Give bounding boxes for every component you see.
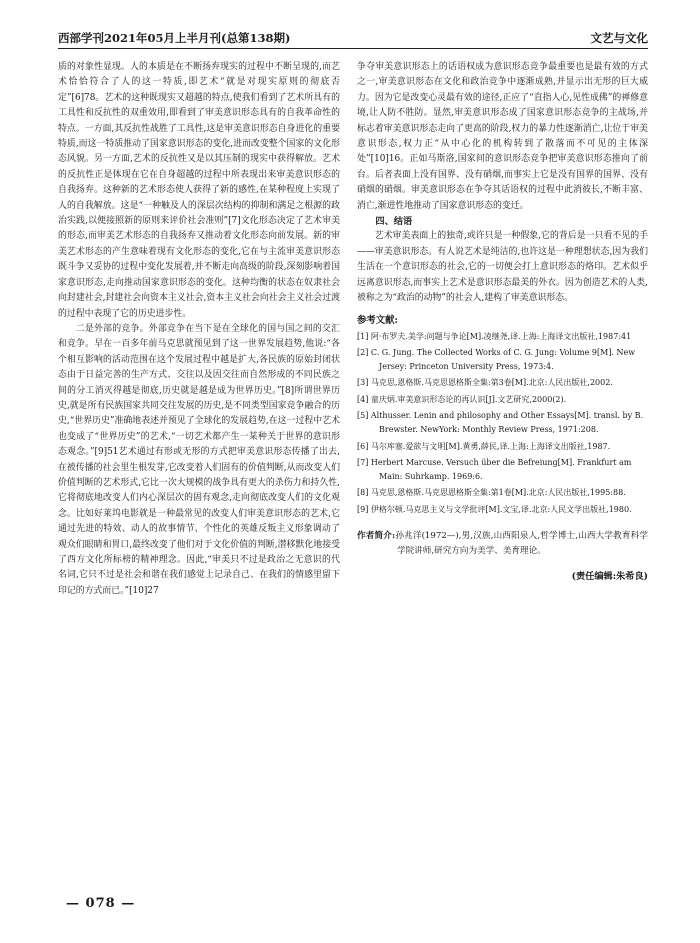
right-column: [357, 60, 648, 584]
reference-item: [4] 童庆炳.审美意识形态论的再认识[J].文艺研究,2000(2).: [357, 394, 567, 404]
section-title: 文艺与文化: [590, 31, 648, 45]
reference-item: [3] 马克思,恩格斯.马克思恩格斯全集:第3卷[M].北京:人民出版社,2002.: [357, 378, 613, 388]
reference-item: [6] 马尔库塞.爱欲与文明[M].黄勇,薛民,译.上海:上海译文出版社,1987.: [357, 441, 611, 451]
section-heading: 四、结语: [375, 216, 413, 228]
author-bio-text: 孙兆洋(1972—),男,汉族,山西阳泉人,哲学博士,山西大学教育科学学院讲师,研究方向为美学、美育理论。: [395, 530, 648, 556]
reference-item: [5] Althusser. Lenin and philosophy and Other Essays[M]. transl. by B. Brewster. NewYork: Monthly Review Press, 1971:208.: [357, 411, 644, 435]
reference-item: [1] 阿·布罗夫.美学:问题与争论[M].凌继尧,译.上海:上海译文出版社,1987:41: [357, 331, 632, 341]
left-column: [58, 60, 340, 599]
author-bio: [357, 529, 648, 559]
page-number: — 078 —: [66, 896, 136, 911]
running-header: [58, 28, 648, 49]
paragraph: 二是外部的竞争。外部竞争在当下是在全球化的国与国之间的交汇和竞争。早在一百多年前马克思就预见到了这一世界发展趋势,他说:“各个相互影响的活动范围在这个发展过程中越是扩大,各民族的原始封闭状态由于日益完善的生产方式、交往以及因交往而自然形成的不同民族之间的分工消灭得越是彻底,历史就是越是成为世界历史。”[8]所谓世界历史,就是所有民族国家共同交往发展的历史,是不同类型国家竞争融合的历史,“世界历史”准确地表述并预见了全球化的发展趋势,在这一过程中艺术也变成了“世界历史”的艺术,“一切艺术都产生一某种关于世界的意识形态观念。”[9]51艺术通过有形或无形的方式把审美意识形态传播了出去,在被传播的社会里生根发芽,它改变着人们固有的价值判断,从而改变人们价值判断的艺术形式,它比一次大规模的战争具有更大的杀伤力和持久性,它将彻底地改变人们内心深层次的固有观念,走向彻底改变人们的文化观念。比如好莱坞电影就是一种最常见的改变人们审美意识形态的艺术,它通过先进的特效、动人的故事情节、个性化的英雄反叛主义形象调动了观众们眼睛和胃口,最终改变了他们对于文化价值的判断,潜移默化地接受了西方文化所标榜的精神理念。因此,“审美只不过是政治之无意识的代名词,它只不过是社会和谐在我们感觉上记录自己、在我们的情感里留下印记的方式而已。”[10]27: [58, 323, 340, 596]
paragraph: 争夺审美意识形态上的话语权成为意识形态竞争最重要也是最有效的方式之一,审美意识形态在文化和政治竞争中逐渐成熟,并显示出无形的巨大威力。因为它是改变心灵最有效的途径,正应了“直指人心,见性成佛”的禅修意境,让人防不胜防。显然,审美意识形态成了国家意识形态竞争的主战场,并标志着审美意识形态走向了更高的阶段,权力的暴力性逐渐消亡,让位于审美意识形态,权力正“从中心化的机构转到了散落而不可见的主体深处”[10]16。正如马斯洛,国家间的意识形态竞争把审美意识形态推向了前台。后者表面上没有国界、没有硝烟,而事实上它是没有国界的国界、没有硝烟的硝烟。审美意识形态在争夺其话语权的过程中此消彼长,不断丰富、消亡,渐进性地推动了国家意识形态的变迁。: [357, 62, 648, 211]
paragraph: 质的对象性显现。人的本质是在不断扬弃现实的过程中不断呈现的,而艺术恰恰符合了人的这一特质,即艺术“就是对现实原则的彻底否定”[6]78。艺术的这种既现实又超越的特点,使我们看到了艺术所具有的工具性和反抗性的双重效用,即看到了审美意识形态具有的自我革命性的特点。一方面,其反抗性战胜了工具性,这是审美意识形态自身进化的重要特质,而这一特质推动了国家意识形态的变化,进而改变整个国家的文化形态风貌。另一方面,艺术的反抗性又是以其压制的现实中获得解放。艺术的反抗性正是体现在它在自身超越的过程中所表现出来审美意识形态的自我扬弃。这种新的艺术形态使人获得了新的感性,在某种程度上实现了人的自我解放。这是“一种触及人的深层次结构的抑制和满足之根源的政治实践,以便接照新的原则来评价社会准则”[7]文化形态决定了艺术审美的形态,而审美艺术形态的自我扬弃又推动着文化形态向前发展。新的审美艺术形态的产生意味着现有文化形态的变化,它在与主流审美意识形态既斗争又妥协的过程中变化发展着,并不断走向高级的阶段,深刻影响着国家意识形态,走向推动国家意识形态的变化。这种均衡的状态在奴隶社会向封建社会,封建社会向资本主义社会,资本主义社会向社会主义社会过渡的过程中表现了它的历史进步性。: [58, 62, 340, 319]
paragraph: 艺术审美表面上的独奇,或许只是一种假象,它的背后是一只看不见的手——审美意识形态。有人说艺术是纯洁的,也许这是一种理想状态,因为我们生活在一个意识形态的社会,它的一切便会打上意识形态的烙印。艺术似乎远离意识形态,而事实上艺术是意识形态最美的外衣。因为创造艺术的人类,被称之为“政治的动物”的社会人,建构了审美意识形态。: [357, 231, 648, 304]
editor-credit: (责任编辑:朱希良): [571, 570, 648, 582]
reference-item: [2] C. G. Jung. The Collected Works of C. G. Jung: Volume 9[M]. New Jersey: Princeton University Press, 1973:4.: [357, 348, 636, 371]
reference-item: [7] Herbert Marcuse. Versuch über die Befreiung[M]. Frankfurt am Main: Suhrkamp. 1969:6.: [357, 458, 632, 481]
reference-list: [357, 330, 648, 517]
reference-item: [8] 马克思,恩格斯.马克思恩格斯全集:第1卷[M].北京:人民出版社,1995:88.: [357, 488, 626, 498]
references-heading: 参考文献:: [357, 314, 398, 326]
journal-issue: 西部学刊2021年05月上半月刊(总第138期): [58, 31, 291, 45]
reference-item: [9] 伊格尔顿.马克思主义与文学批评[M].文宝,译.北京:人民文学出版社,1980.: [357, 505, 632, 515]
author-bio-label: 作者简介:: [357, 530, 396, 541]
